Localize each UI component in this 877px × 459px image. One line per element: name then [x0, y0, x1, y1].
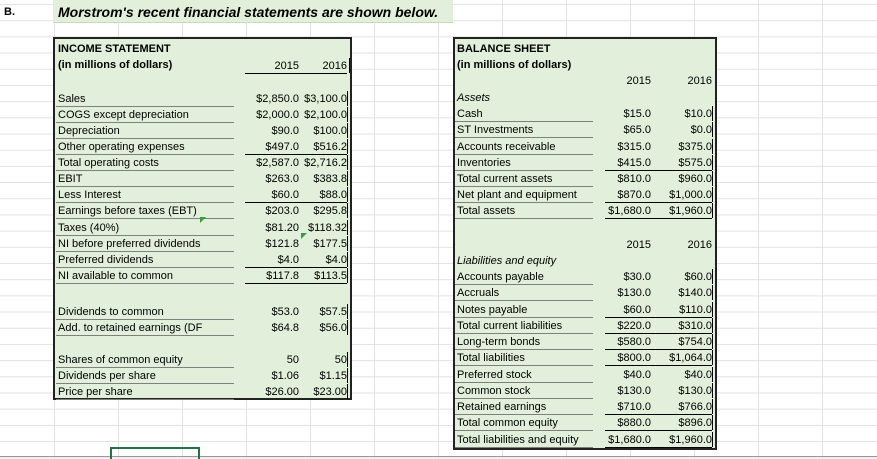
liability-row-2015: $800.0 — [617, 352, 651, 364]
asset-row-label: Inventories — [457, 157, 511, 169]
income-cell-border — [347, 139, 348, 154]
income-row-2016: $177.5 — [313, 238, 347, 250]
balance-year2-2015: 2015 — [626, 239, 651, 251]
liability-row-2015: $60.0 — [623, 304, 651, 316]
income-row-2015: 50 — [286, 354, 299, 366]
income-row-label: Price per share — [58, 386, 133, 398]
asset-row-label: Net plant and equipment — [457, 189, 577, 201]
liability-row-2015: $710.0 — [617, 401, 651, 413]
income-row-2015: $121.8 — [265, 238, 299, 250]
income-row-2016: $2,716.2 — [304, 157, 347, 169]
asset-row-underline — [605, 218, 712, 219]
selected-cell[interactable] — [110, 447, 200, 459]
asset-cell-border — [712, 122, 713, 137]
liability-row-label: Accruals — [457, 287, 500, 299]
income-cell-border — [347, 320, 348, 335]
asset-cell-border — [712, 139, 713, 154]
liability-row-label: Total common equity — [457, 417, 558, 429]
income-row-2015: $2,850.0 — [256, 93, 299, 105]
income-row-divider — [56, 335, 234, 336]
income-cell-border — [347, 268, 348, 283]
income-row-2015: $60.0 — [271, 189, 299, 201]
income-row-2015: $497.0 — [265, 141, 299, 153]
sheet-title: Morstrom's recent financial statements are shown below. — [58, 4, 439, 20]
liability-row-label: Total liabilities — [457, 352, 525, 364]
income-row-underline — [245, 283, 347, 284]
liability-row-2016: $40.0 — [684, 369, 712, 381]
comment-indicator-icon — [200, 217, 206, 223]
liability-cell-border — [712, 415, 713, 430]
income-cell-border — [347, 236, 348, 251]
asset-row-2015: $1,680.0 — [608, 205, 651, 217]
liability-row-2015: $130.0 — [617, 385, 651, 397]
assets-label: Assets — [457, 92, 491, 104]
income-row-label: Sales — [58, 93, 86, 105]
liability-row-2015: $130.0 — [617, 287, 651, 299]
asset-row-2015: $15.0 — [623, 108, 651, 120]
income-row-2015: $4.0 — [277, 254, 299, 266]
liability-cell-border — [712, 367, 713, 382]
income-row-2015: $117.8 — [266, 270, 299, 282]
liability-row-underline — [605, 365, 712, 366]
income-row-2015: $263.0 — [265, 173, 299, 185]
balance-year2-2016: 2016 — [687, 239, 712, 251]
asset-row-2016: $1,960.0 — [669, 205, 712, 217]
balance-heading: BALANCE SHEET — [457, 43, 551, 55]
liability-row-2016: $1,064.0 — [669, 352, 712, 364]
asset-row-2016: $575.0 — [678, 157, 712, 169]
balance-sheet-panel — [453, 37, 717, 450]
income-row-2015: $90.0 — [271, 125, 299, 137]
asset-cell-border — [712, 171, 713, 186]
income-cell-border — [347, 203, 348, 218]
income-year-2016: 2016 — [322, 60, 347, 72]
liability-row-2016: $1,960.0 — [669, 434, 712, 446]
income-cell-border — [347, 220, 348, 235]
income-cell-border — [347, 252, 348, 267]
income-row-2015: $81.20 — [265, 222, 299, 234]
income-cell-border — [347, 368, 348, 383]
liability-row-2016: $110.0 — [679, 304, 712, 316]
asset-row-2015: $65.0 — [623, 124, 651, 136]
balance-subheading: (in millions of dollars) — [457, 59, 572, 71]
income-row-divider — [56, 170, 234, 171]
liability-row-underline — [605, 447, 712, 448]
liability-row-2016: $310.0 — [678, 320, 712, 332]
asset-row-divider — [455, 218, 593, 219]
liabilities-label: Liabilities and equity — [457, 255, 557, 267]
income-row-2016: $4.0 — [325, 254, 347, 266]
asset-row-label: Cash — [457, 108, 483, 120]
income-row-label: NI available to common — [58, 270, 173, 282]
income-row-label: EBIT — [58, 173, 83, 185]
liability-cell-border — [712, 285, 713, 300]
liability-cell-border — [712, 318, 713, 333]
income-row-2015: $53.0 — [271, 306, 299, 318]
liability-cell-border — [712, 399, 713, 414]
liability-row-2015: $220.0 — [617, 320, 651, 332]
liability-row-2016: $60.0 — [684, 271, 712, 283]
liability-row-label: Accounts payable — [457, 271, 544, 283]
liability-cell-border — [712, 334, 713, 349]
asset-row-2015: $315.0 — [617, 141, 651, 153]
income-row-2016: $113.5 — [314, 270, 347, 282]
income-row-2016: 50 — [334, 354, 347, 366]
liability-row-divider — [455, 300, 593, 301]
liability-row-2015: $40.0 — [623, 369, 651, 381]
liability-row-2015: $880.0 — [617, 417, 651, 429]
income-subheading: (in millions of dollars) — [58, 59, 173, 71]
income-row-2016: $57.5 — [319, 306, 347, 318]
income-year-underline — [245, 73, 347, 74]
income-row-2015: $203.0 — [265, 205, 299, 217]
asset-row-label: Total assets — [457, 205, 516, 217]
income-row-label: Earnings before taxes (EBT) — [58, 205, 197, 217]
asset-row-2015: $415.0 — [617, 157, 651, 169]
income-row-label: Preferred dividends — [58, 254, 154, 266]
income-row-2016: $383.8 — [313, 173, 347, 185]
income-row-divider — [56, 399, 234, 400]
liability-row-2016: $896.0 — [678, 417, 712, 429]
income-row-2016: $88.0 — [319, 189, 347, 201]
income-row-label: Depreciation — [58, 125, 120, 137]
liability-row-label: Notes payable — [457, 304, 528, 316]
liability-cell-border — [712, 383, 713, 398]
income-row-2015: $1.06 — [271, 370, 299, 382]
income-cell-border — [347, 171, 348, 186]
income-row-2016: $516.2 — [313, 141, 347, 153]
liability-row-divider — [455, 365, 593, 366]
income-row-2016: $56.0 — [319, 322, 347, 334]
asset-row-label: ST Investments — [457, 124, 534, 136]
income-cell-border — [347, 123, 348, 138]
asset-row-2016: $375.0 — [678, 141, 712, 153]
liability-row-label: Retained earnings — [457, 401, 547, 413]
liability-row-divider — [455, 430, 593, 431]
income-cell-border — [347, 384, 348, 399]
income-row-divider — [56, 283, 234, 284]
income-row-2015: $26.00 — [265, 386, 299, 398]
income-row-label: COGS except depreciation — [58, 109, 189, 121]
income-row-label: Other operating expenses — [58, 141, 185, 153]
asset-row-2016: $0.0 — [690, 124, 712, 136]
income-row-label: Taxes (40%) — [58, 222, 120, 234]
liability-cell-border — [712, 432, 713, 447]
asset-cell-border — [712, 106, 713, 121]
liability-row-2016: $766.0 — [678, 401, 712, 413]
asset-row-2016: $1,000.0 — [669, 189, 712, 201]
income-cell-border — [347, 352, 348, 367]
income-row-2016: $295.8 — [313, 205, 347, 217]
row-label: B. — [4, 6, 15, 18]
income-row-2016: $3,100.0 — [304, 93, 347, 105]
liability-row-2015: $580.0 — [617, 336, 651, 348]
income-row-2016: $118.32 — [308, 222, 347, 234]
liability-row-label: Common stock — [457, 385, 531, 397]
liability-row-divider — [455, 447, 593, 448]
balance-year-2015: 2015 — [626, 75, 651, 87]
liability-row-label: Total current liabilities — [457, 320, 563, 332]
asset-cell-border — [712, 187, 713, 202]
income-row-2016: $1.15 — [319, 370, 347, 382]
liability-row-label: Total liabilities and equity — [457, 434, 579, 446]
income-cell-border — [347, 304, 348, 319]
liability-row-label: Long-term bonds — [457, 336, 541, 348]
income-row-2015: $64.8 — [271, 322, 299, 334]
asset-row-label: Total current assets — [457, 173, 553, 185]
income-heading: INCOME STATEMENT — [58, 43, 171, 55]
income-row-2015: $2,000.0 — [256, 109, 299, 121]
liability-row-2015: $1,680.0 — [608, 434, 651, 446]
income-row-label: Shares of common equity — [58, 354, 183, 366]
comment-indicator-icon — [301, 233, 307, 239]
asset-row-2016: $960.0 — [678, 173, 712, 185]
balance-year-2016: 2016 — [687, 75, 712, 87]
liability-cell-border — [712, 302, 713, 317]
income-row-divider — [56, 218, 234, 219]
liability-row-2016: $754.0 — [678, 336, 712, 348]
income-row-2016: $2,100.0 — [304, 109, 347, 121]
liability-row-2015: $30.0 — [623, 271, 651, 283]
income-row-label: Dividends per share — [58, 370, 156, 382]
asset-row-divider — [455, 137, 593, 138]
liability-row-underline — [605, 430, 712, 431]
liability-row-2016: $130.0 — [678, 385, 712, 397]
asset-row-2015: $870.0 — [617, 189, 651, 201]
income-cell-border — [347, 91, 348, 106]
income-row-label: Less Interest — [58, 189, 121, 201]
income-row-2016: $23.00 — [313, 386, 347, 398]
income-row-2015: $2,587.0 — [256, 157, 299, 169]
income-cell-border — [347, 155, 348, 170]
income-row-label: Dividends to common — [58, 306, 164, 318]
income-row-2016: $100.0 — [313, 125, 347, 137]
asset-row-2016: $10.0 — [684, 108, 712, 120]
income-row-label: NI before preferred dividends — [58, 238, 201, 250]
income-row-label: Add. to retained earnings (DF — [58, 322, 203, 334]
liability-cell-border — [712, 269, 713, 284]
asset-cell-border — [712, 155, 713, 170]
income-year-2015: 2015 — [274, 60, 299, 72]
asset-row-2015: $810.0 — [617, 173, 651, 185]
asset-cell-border — [712, 203, 713, 218]
income-cell-border — [347, 187, 348, 202]
liability-cell-border — [712, 350, 713, 365]
asset-row-label: Accounts receivable — [457, 141, 556, 153]
income-year-border — [347, 58, 350, 73]
income-cell-border — [347, 107, 348, 122]
liability-row-label: Preferred stock — [457, 369, 532, 381]
income-row-label: Total operating costs — [58, 157, 159, 169]
liability-row-2016: $140.0 — [678, 287, 712, 299]
